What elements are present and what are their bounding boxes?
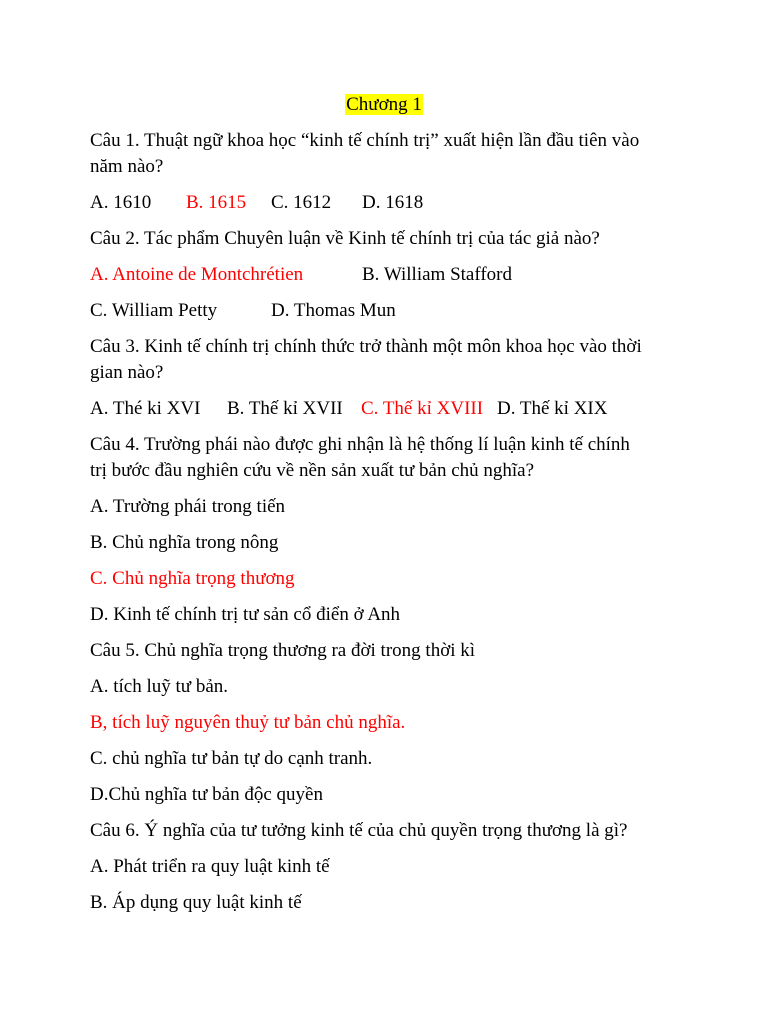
question-4-text-line-1: Câu 4. Trường phái nào được ghi nhận là hệ thống lí luận kinh tế chính	[90, 434, 630, 455]
question-1-text-line-1: Câu 1. Thuật ngữ khoa học “kinh tế chính trị” xuất hiện lần đầu tiên vào	[90, 130, 640, 151]
question-1-option-c: C. 1612	[271, 192, 332, 213]
question-4-text-line-2: trị bước đầu nghiên cứu về nền sản xuất tư bản chủ nghĩa?	[90, 460, 535, 481]
question-2-option-d: D. Thomas Mun	[271, 300, 396, 321]
question-6-option-b: B. Áp dụng quy luật kinh tế	[90, 892, 302, 913]
question-6-option-a: A. Phát triển ra quy luật kinh tế	[90, 856, 330, 877]
question-2-option-b: B. William Stafford	[362, 264, 512, 285]
question-3-option-c-answer: C. Thế kỉ XVIII	[361, 398, 484, 419]
question-1-text-line-2: năm nào?	[90, 156, 164, 177]
question-4-option-d: D. Kinh tế chính trị tư sản cổ điển ở Anh	[90, 604, 401, 625]
question-4-option-c-answer: C. Chủ nghĩa trọng thương	[90, 568, 295, 589]
question-5-option-c: C. chủ nghĩa tư bản tự do cạnh tranh.	[90, 748, 373, 769]
question-3-option-b: B. Thế kỉ XVII	[227, 398, 343, 419]
question-5-option-b-answer: B, tích luỹ nguyên thuỷ tư bản chủ nghĩa.	[90, 712, 406, 733]
question-4-option-a: A. Trường phái trong tiến	[90, 496, 286, 517]
question-1-option-b-answer: B. 1615	[186, 192, 247, 213]
chapter-title: Chương 1	[346, 94, 422, 115]
question-5-text: Câu 5. Chủ nghĩa trọng thương ra đời trong thời kì	[90, 640, 476, 661]
question-4-option-b: B. Chủ nghĩa trong nông	[90, 532, 279, 553]
question-5-option-a: A. tích luỹ tư bản.	[90, 676, 229, 697]
chapter-heading	[0, 92, 768, 118]
question-2-option-c: C. William Petty	[90, 300, 218, 321]
question-6-text: Câu 6. Ý nghĩa của tư tưởng kinh tế của chủ quyền trọng thương là gì?	[90, 820, 628, 841]
question-2-option-a-answer: A. Antoine de Montchrétien	[90, 264, 304, 285]
question-1-option-d: D. 1618	[362, 192, 424, 213]
question-1-option-a: A. 1610	[90, 192, 152, 213]
question-3-text-line-1: Câu 3. Kinh tế chính trị chính thức trở thành một môn khoa học vào thời	[90, 336, 642, 357]
question-2-text: Câu 2. Tác phẩm Chuyên luận về Kinh tế chính trị của tác giả nào?	[90, 228, 600, 249]
question-5-option-d: D.Chủ nghĩa tư bản độc quyền	[90, 784, 323, 805]
question-3-option-d: D. Thế kỉ XIX	[497, 398, 608, 419]
question-3-option-a: A. Thé ki XVI	[90, 398, 201, 419]
question-3-text-line-2: gian nào?	[90, 362, 164, 383]
